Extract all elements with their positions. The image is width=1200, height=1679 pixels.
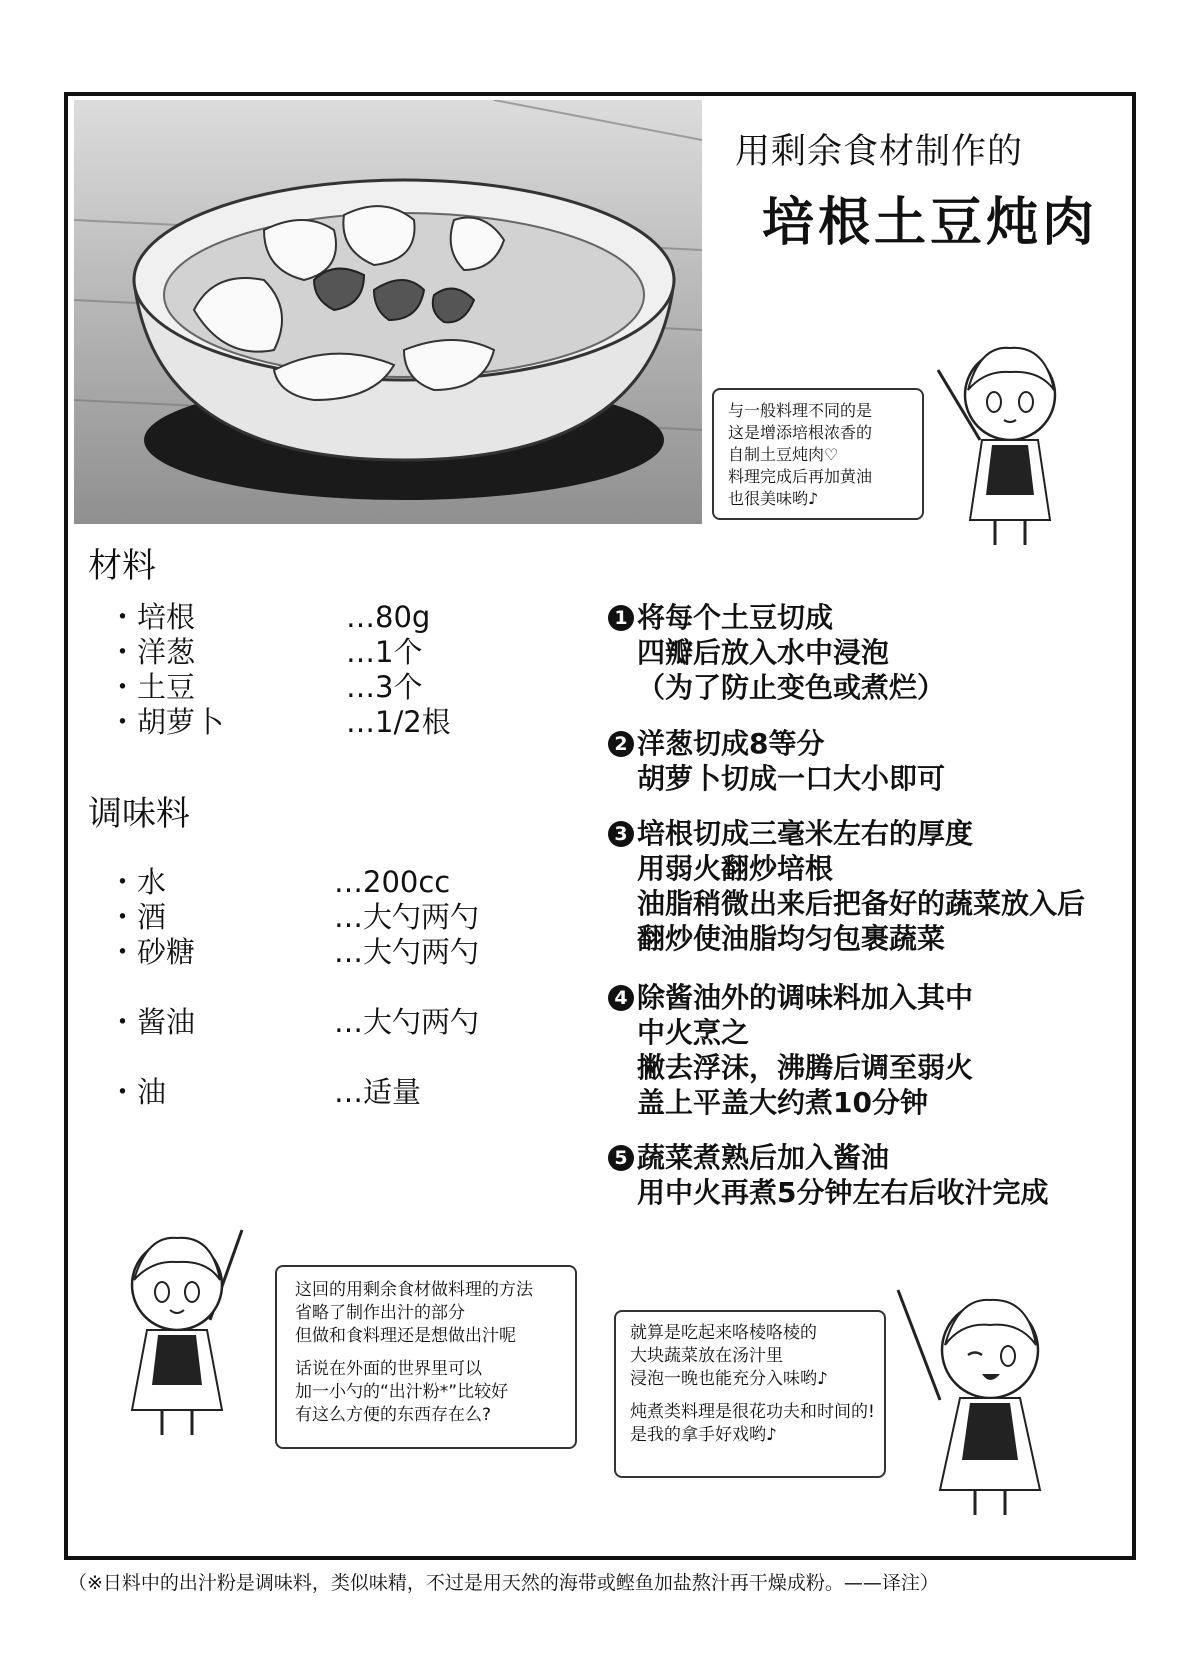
seasoning-row — [108, 900, 528, 935]
bubble-line: 加一小勺的“出汁粉*”比较好 — [295, 1382, 509, 1402]
ingredient-name: ・洋葱 — [108, 635, 196, 669]
ingredient-qty: …1/2根 — [346, 705, 451, 739]
step-line: 将每个土豆切成 — [637, 601, 834, 634]
bubble-line — [295, 1348, 557, 1358]
ingredient-row — [108, 600, 508, 635]
step-line: 油脂稍微出来后把备好的蔬菜放入后 — [637, 887, 1086, 920]
ingredient-name: ・土豆 — [108, 670, 196, 704]
maid-character-illustration — [890, 1270, 1070, 1520]
ingredient-qty: …3个 — [346, 670, 423, 704]
seasoning-row — [108, 1075, 528, 1110]
ingredient-name: ・胡萝卜 — [108, 705, 225, 739]
bubble-line: 这是增添培根浓香的 — [728, 423, 873, 442]
step-line: 用中火再煮5分钟左右后收汁完成 — [637, 1176, 1049, 1209]
seasoning-qty: …大勺两勺 — [334, 1005, 480, 1039]
seasoning-row — [108, 935, 528, 970]
bubble-line: 话说在外面的世界里可以 — [295, 1359, 482, 1379]
ingredient-name: ・培根 — [108, 600, 196, 634]
step-line: 盖上平盖大约煮10分钟 — [637, 1086, 928, 1119]
step-number-badge: 4 — [608, 985, 634, 1011]
recipe-title: 培根土豆炖肉 — [762, 193, 1099, 253]
seasoning-qty: …大勺两勺 — [334, 935, 480, 969]
bubble-line: 有这么方便的东西存在么? — [295, 1405, 492, 1425]
recipe-subtitle: 用剩余食材制作的 — [735, 132, 1024, 172]
seasoning-row — [108, 1005, 528, 1040]
speech-bubble-bottom-right — [614, 1310, 886, 1478]
step-line: 培根切成三毫米左右的厚度 — [637, 817, 974, 850]
maid-character-illustration — [92, 1210, 272, 1440]
ingredients-list — [108, 600, 508, 750]
seasoning-name: ・酱油 — [108, 1005, 196, 1039]
ingredient-row — [108, 705, 508, 740]
seasonings-heading: 调味料 — [88, 794, 190, 834]
bubble-line: 但做和食料理还是想做出汁呢 — [295, 1326, 516, 1346]
step-line: 除酱油外的调味料加入其中 — [637, 981, 974, 1014]
step-line: 蔬菜煮熟后加入酱油 — [637, 1141, 890, 1174]
seasoning-qty: …大勺两勺 — [334, 900, 480, 934]
bubble-line: 大块蔬菜放在汤汁里 — [630, 1346, 783, 1366]
seasoning-name: ・油 — [108, 1075, 167, 1109]
ingredient-qty: …1个 — [346, 635, 423, 669]
bubble-line: 就算是吃起来咯棱咯棱的 — [630, 1323, 817, 1343]
seasoning-name: ・砂糖 — [108, 935, 196, 969]
maid-character-illustration — [930, 320, 1090, 550]
bubble-line: 炖煮类料理是很花功夫和时间的! — [630, 1402, 875, 1422]
bubble-line: 也很美味哟♪ — [728, 489, 819, 508]
bubble-line: 料理完成后再加黄油 — [728, 467, 873, 486]
seasoning-row — [108, 865, 528, 900]
step-line: （为了防止变色或煮烂） — [637, 671, 946, 704]
seasonings-list — [108, 865, 528, 1109]
step-number-badge: 5 — [608, 1145, 634, 1171]
step-line: 四瓣后放入水中浸泡 — [637, 636, 890, 669]
seasoning-name: ・酒 — [108, 900, 167, 934]
bubble-line: 自制土豆炖肉♡ — [728, 445, 839, 464]
ingredient-qty: …80g — [346, 600, 431, 634]
seasoning-qty: …200cc — [334, 865, 451, 899]
step-number-badge: 2 — [608, 731, 634, 757]
bubble-line: 与一般料理不同的是 — [728, 401, 873, 420]
step-number-badge: 3 — [608, 821, 634, 847]
bubble-line — [630, 1391, 870, 1401]
translator-footnote: （※日料中的出汁粉是调味料，类似味精，不过是用天然的海带或鲣鱼加盐熬汁再干燥成粉。——译注） — [68, 1572, 939, 1594]
seasoning-name: ・水 — [108, 865, 167, 899]
ingredient-row — [108, 635, 508, 670]
ingredients-heading: 材料 — [88, 546, 156, 586]
bubble-line: 是我的拿手好戏哟♪ — [630, 1425, 777, 1445]
step-line: 用弱火翻炒培根 — [637, 852, 834, 885]
dish-photo — [74, 100, 702, 524]
bubble-line: 这回的用剩余食材做料理的方法 — [295, 1280, 533, 1300]
speech-bubble-bottom-left — [275, 1265, 577, 1449]
seasoning-qty: …适量 — [334, 1075, 422, 1109]
step-line: 胡萝卜切成一口大小即可 — [637, 762, 946, 795]
speech-bubble-top — [712, 388, 924, 520]
step-line: 中火烹之 — [637, 1016, 750, 1049]
step-line: 撇去浮沫，沸腾后调至弱火 — [637, 1051, 974, 1084]
bubble-line: 浸泡一晚也能充分入味哟♪ — [630, 1369, 828, 1389]
stew-bowl-illustration — [74, 100, 702, 524]
step-line: 洋葱切成8等分 — [637, 727, 825, 760]
step-number-badge: 1 — [608, 605, 634, 631]
step-line: 翻炒使油脂均匀包裹蔬菜 — [637, 922, 946, 955]
ingredient-row — [108, 670, 508, 705]
bubble-line: 省略了制作出汁的部分 — [295, 1303, 465, 1323]
